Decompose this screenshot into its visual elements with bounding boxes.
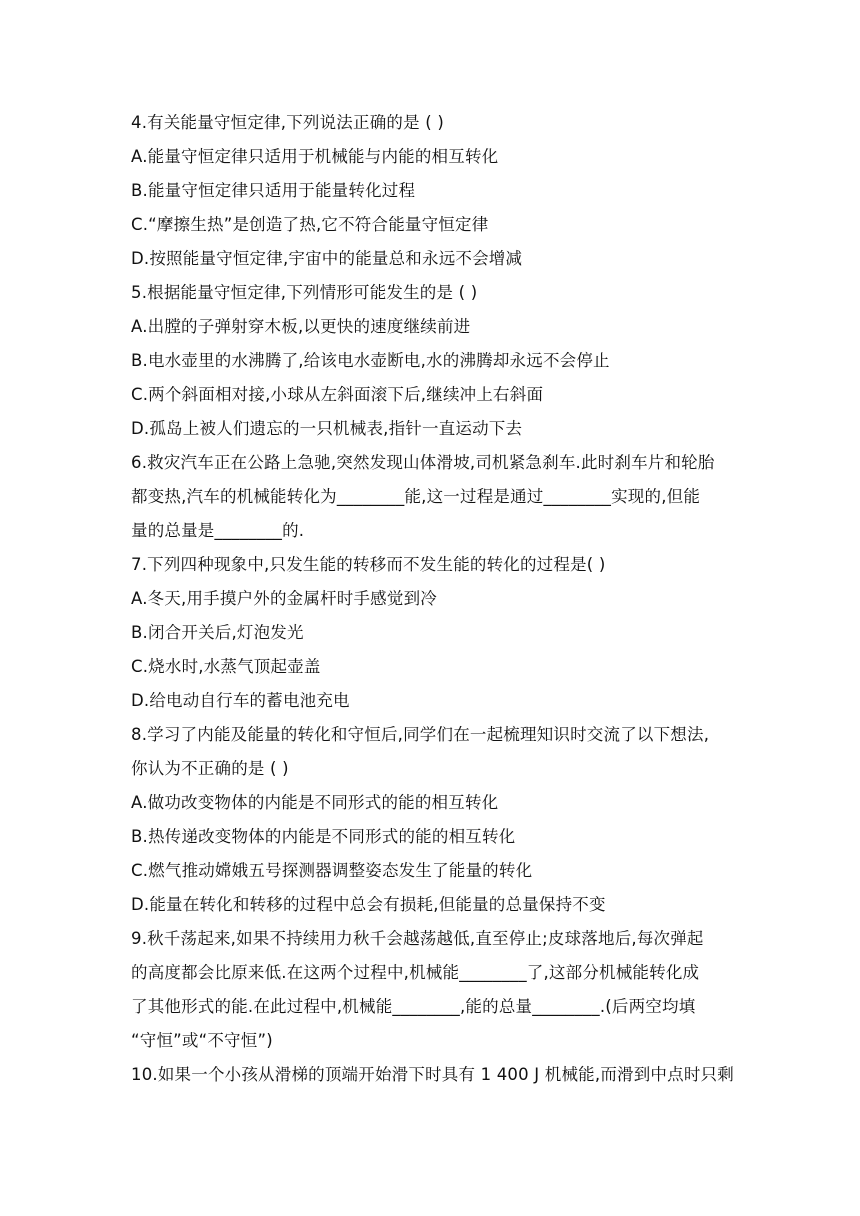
q8-option-d: D.能量在转化和转移的过程中总会有损耗,但能量的总量保持不变 (131, 895, 606, 914)
q5-stem: 5.根据能量守恒定律,下列情形可能发生的是 ( ) (131, 283, 478, 302)
q7-stem: 7.下列四种现象中,只发生能的转移而不发生能的转化的过程是( ) (131, 555, 606, 574)
q4-option-b: B.能量守恒定律只适用于能量转化过程 (131, 181, 416, 200)
q7-option-d: D.给电动自行车的蓄电池充电 (131, 691, 350, 710)
q8-option-c: C.燃气推动嫦娥五号探测器调整姿态发生了能量的转化 (131, 861, 533, 880)
q4-option-a: A.能量守恒定律只适用于机械能与内能的相互转化 (131, 147, 499, 166)
q4-option-c: C.“摩擦生热”是创造了热,它不符合能量守恒定律 (131, 215, 489, 234)
q10-line-1: 10.如果一个小孩从滑梯的顶端开始滑下时具有 1 400 J 机械能,而滑到中点时只剩 (131, 1065, 734, 1084)
q6-line-3: 量的总量是________的. (131, 521, 305, 540)
q6-line-1: 6.救灾汽车正在公路上急驰,突然发现山体滑坡,司机紧急刹车.此时刹车片和轮胎 (131, 453, 715, 472)
q8-stem-line-1: 8.学习了内能及能量的转化和守恒后,同学们在一起梳理知识时交流了以下想法, (131, 725, 710, 744)
q4-stem: 4.有关能量守恒定律,下列说法正确的是 ( ) (131, 113, 444, 132)
q9-line-1: 9.秋千荡起来,如果不持续用力秋千会越荡越低,直至停止;皮球落地后,每次弹起 (131, 929, 704, 948)
q8-option-b: B.热传递改变物体的内能是不同形式的能的相互转化 (131, 827, 516, 846)
q8-stem-line-2: 你认为不正确的是 ( ) (131, 759, 289, 778)
q5-option-c: C.两个斜面相对接,小球从左斜面滚下后,继续冲上右斜面 (131, 385, 544, 404)
q7-option-a: A.冬天,用手摸户外的金属杆时手感觉到冷 (131, 589, 437, 608)
q5-option-b: B.电水壶里的水沸腾了,给该电水壶断电,水的沸腾却永远不会停止 (131, 351, 610, 370)
q5-option-d: D.孤岛上被人们遗忘的一只机械表,指针一直运动下去 (131, 419, 523, 438)
q7-option-b: B.闭合开关后,灯泡发光 (131, 623, 304, 642)
q9-line-2: 的高度都会比原来低.在这两个过程中,机械能________了,这部分机械能转化成 (131, 963, 700, 982)
question-text (131, 106, 741, 1092)
q5-option-a: A.出膛的子弹射穿木板,以更快的速度继续前进 (131, 317, 471, 336)
q6-line-2: 都变热,汽车的机械能转化为________能,这一过程是通过________实现的,但能 (131, 487, 701, 506)
q7-option-c: C.烧水时,水蒸气顶起壶盖 (131, 657, 321, 676)
q8-option-a: A.做功改变物体的内能是不同形式的能的相互转化 (131, 793, 499, 812)
q9-line-3: 了其他形式的能.在此过程中,机械能________,能的总量________.(后两空均填 (131, 997, 696, 1016)
q4-option-d: D.按照能量守恒定律,宇宙中的能量总和永远不会增减 (131, 249, 523, 268)
q9-line-4: “守恒”或“不守恒”) (131, 1031, 273, 1050)
